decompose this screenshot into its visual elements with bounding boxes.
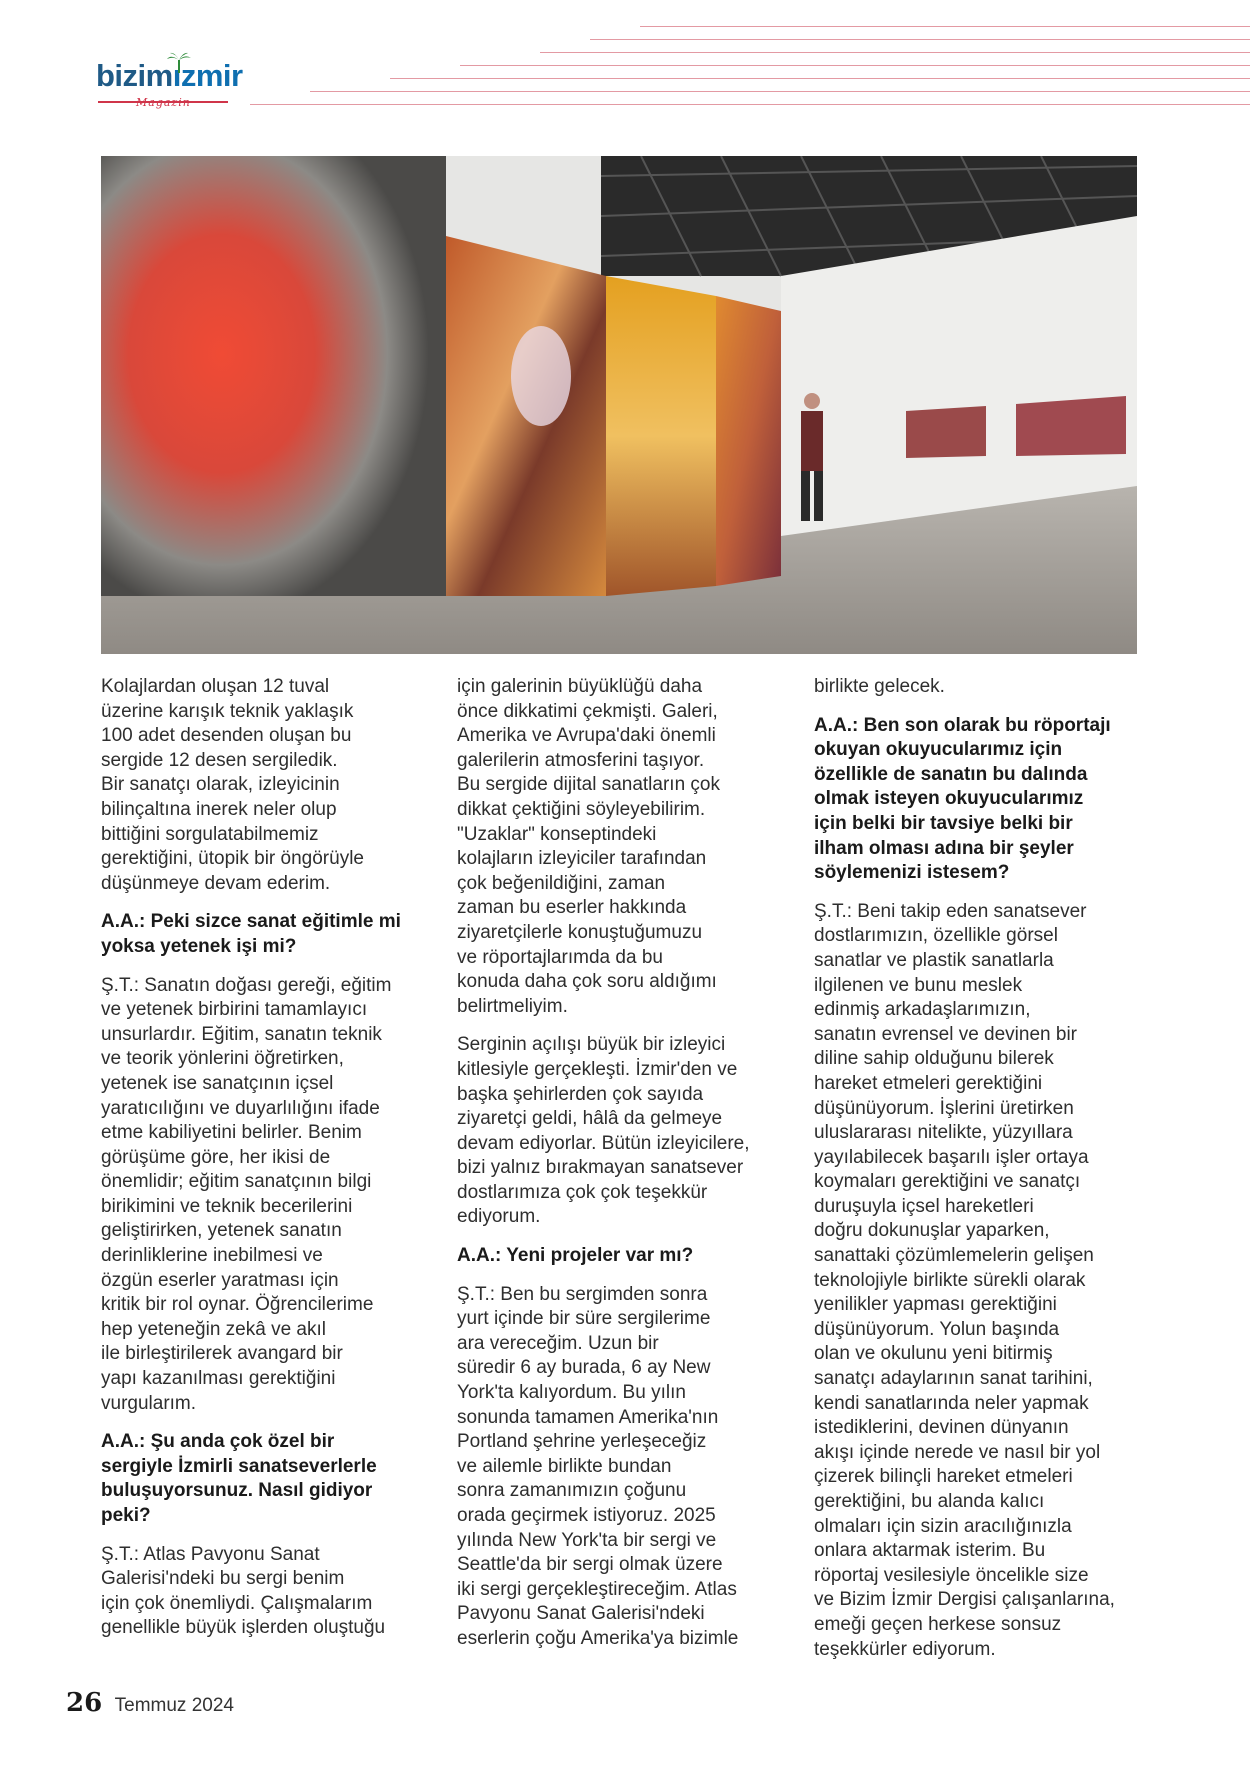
palm-tree-icon — [166, 52, 192, 74]
text-line: yapı kazanılması gerektiğini — [101, 1368, 336, 1390]
text-line: sonra zamanımızın çoğunu — [457, 1480, 687, 1502]
article-column-1 — [101, 675, 431, 1655]
text-line: etme kabiliyetini belirler. Benim — [101, 1122, 362, 1144]
text-line: Ş.T.: Beni takip eden sanatsever — [814, 900, 1087, 922]
text-line: bittiğini sorgulatabilmemiz — [101, 823, 319, 845]
header-decor-line — [640, 26, 1250, 27]
text-line: yetenek ise sanatçının içsel — [101, 1072, 334, 1094]
text-line: York'ta kalıyordum. Bu yılın — [457, 1382, 686, 1404]
text-line: sanatçı adaylarının sanat tarihini, — [814, 1368, 1093, 1390]
text-line: derinliklerine inebilmesi ve — [101, 1245, 323, 1267]
text-line: hep yeteneğin zekâ ve akıl — [101, 1318, 326, 1340]
text-line: Galerisi'ndeki bu sergi benim — [101, 1568, 345, 1590]
text-line: ara vereceğim. Uzun bir — [457, 1332, 659, 1354]
text-line: emeği geçen herkese sonsuz — [814, 1613, 1062, 1635]
article-paragraph — [101, 1543, 431, 1641]
logo-word-bizim: bizim — [96, 58, 173, 93]
text-line: olan ve okulunu yeni bitirmiş — [814, 1343, 1053, 1365]
text-line: dikkat çektiğini söyleyebilirim. — [457, 798, 706, 820]
text-line: sanatın evrensel ve devinen bir — [814, 1023, 1077, 1045]
logo-i-letter: ı — [172, 58, 181, 93]
issue-date: Temmuz 2024 — [114, 1695, 234, 1716]
text-line: teknolojiyle birlikte sürekli olarak — [814, 1269, 1086, 1291]
article-paragraph — [814, 675, 1144, 700]
article-paragraph — [814, 900, 1144, 1662]
text-line: çizerek bilinçli hareket etmeleri — [814, 1466, 1073, 1488]
text-line: başka şehirlerden çok sayıda — [457, 1083, 704, 1105]
text-line: okuyan okuyucularımız için — [814, 739, 1063, 761]
text-line: için belki bir tavsiye belki bir — [814, 812, 1073, 834]
text-line: kolajların izleyiciler tarafından — [457, 848, 707, 870]
text-line: söylemenizi istesem? — [814, 862, 1010, 884]
interview-question — [101, 910, 431, 959]
text-line: galerilerin atmosferini taşıyor. — [457, 749, 705, 771]
text-line: kritik bir rol oynar. Öğrencilerime — [101, 1294, 374, 1316]
gallery-photo — [101, 156, 1137, 654]
text-line: olmak isteyen okuyucularımız — [814, 788, 1084, 810]
text-line: 100 adet desenden oluşan bu — [101, 725, 352, 747]
article-paragraph — [457, 1033, 787, 1230]
page-footer — [66, 1688, 234, 1718]
text-line: önce dikkatimi çekmişti. Galeri, — [457, 700, 718, 722]
text-line: peki? — [101, 1505, 151, 1526]
text-line: teşekkürler ediyorum. — [814, 1638, 996, 1660]
text-line: ve röportajlarımda da bu — [457, 946, 663, 968]
text-line: Amerika ve Avrupa'daki önemli — [457, 725, 716, 747]
text-line: ilham olması adına bir şeyler — [814, 837, 1074, 859]
text-line: üzerine karışık teknik yaklaşık — [101, 700, 354, 722]
interview-question — [457, 1244, 787, 1269]
text-line: yılında New York'ta bir sergi ve — [457, 1529, 717, 1551]
text-line: Serginin açılışı büyük bir izleyici — [457, 1034, 726, 1056]
text-line: sanatlar ve plastik sanatlarla — [814, 949, 1054, 971]
text-line: düşünmeye devam ederim. — [101, 872, 331, 894]
text-line: ilgilenen ve bunu meslek — [814, 974, 1023, 996]
text-line: yoksa yetenek işi mi? — [101, 935, 297, 957]
interview-question — [814, 714, 1144, 886]
text-line: ve yetenek birbirini tamamlayıcı — [101, 999, 368, 1021]
interview-question — [101, 1430, 431, 1528]
text-line: koymaları gerektiğini ve sanatçı — [814, 1171, 1081, 1193]
text-line: kendi sanatlarında neler yapmak — [814, 1392, 1089, 1414]
text-line: için galerinin büyüklüğü daha — [457, 676, 703, 697]
article-paragraph — [457, 1283, 787, 1652]
text-line: kitlesiyle gerçekleşti. İzmir'den ve — [457, 1058, 738, 1080]
text-line: özellikle de sanatın bu dalında — [814, 763, 1088, 785]
text-line: doğru dokunuşlar yaparken, — [814, 1220, 1050, 1242]
text-line: bizi yalnız bırakmayan sanatsever — [457, 1157, 744, 1179]
header-decor-line — [460, 65, 1250, 66]
text-line: A.A.: Peki sizce sanat eğitimle mi — [101, 911, 401, 933]
logo-word-izmir: zmir — [180, 58, 243, 93]
text-line: birlikte gelecek. — [814, 676, 945, 697]
text-line: edinmiş arkadaşlarımızın, — [814, 999, 1031, 1021]
text-line: A.A.: Yeni projeler var mı? — [457, 1245, 694, 1267]
text-line: buluşuyorsunuz. Nasıl gidiyor — [101, 1480, 373, 1502]
header-decor-line — [310, 91, 1250, 92]
text-line: Pavyonu Sanat Galerisi'ndeki — [457, 1603, 705, 1625]
text-line: uluslararası nitelikte, yüzyıllara — [814, 1122, 1073, 1144]
article-column-2 — [457, 675, 787, 1666]
text-line: sanattaki çözümlemelerin gelişen — [814, 1245, 1094, 1267]
text-line: ve Bizim İzmir Dergisi çalışanlarına, — [814, 1589, 1115, 1611]
text-line: zaman bu eserler hakkında — [457, 897, 687, 919]
text-line: dostlarımıza çok çok teşekkür — [457, 1181, 708, 1203]
text-line: yurt içinde bir süre sergilerime — [457, 1308, 711, 1330]
text-line: belirtmeliyim. — [457, 995, 568, 1017]
text-line: bilinçaltına inerek neler olup — [101, 798, 337, 820]
logo-subtitle: Magazin — [136, 96, 191, 109]
text-line: Ş.T.: Ben bu sergimden sonra — [457, 1283, 708, 1305]
text-line: akışı içinde nerede ve nasıl bir yol — [814, 1441, 1101, 1463]
article-column-3 — [814, 675, 1144, 1676]
header-decor-line — [250, 104, 1250, 105]
text-line: dostlarımızın, özellikle görsel — [814, 925, 1058, 947]
text-line: gerektiğini, bu alanda kalıcı — [814, 1491, 1045, 1512]
text-line: iki sergi gerçekleştireceğim. Atlas — [457, 1578, 737, 1600]
header-decor-line — [540, 52, 1250, 53]
text-line: Seattle'da bir sergi olmak üzere — [457, 1554, 723, 1576]
text-line: sergiyle İzmirli sanatseverlerle — [101, 1455, 377, 1477]
text-line: duruşuyla içsel hareketleri — [814, 1195, 1034, 1217]
text-line: A.A.: Ben son olarak bu röportajı — [814, 714, 1111, 736]
text-line: Portland şehrine yerleşeceğiz — [457, 1431, 707, 1453]
text-line: yenilikler yapması gerektiğini — [814, 1294, 1057, 1316]
text-line: ediyorum. — [457, 1206, 541, 1228]
text-line: olmaları için sizin aracılığınızla — [814, 1515, 1072, 1537]
text-line: orada geçirmek istiyoruz. 2025 — [457, 1505, 716, 1526]
article-paragraph — [101, 675, 431, 896]
text-line: onlara aktarmak isterim. Bu — [814, 1540, 1046, 1562]
text-line: önemlidir; eğitim sanatçının bilgi — [101, 1171, 372, 1193]
text-line: genellikle büyük işlerden oluştuğu — [101, 1617, 386, 1639]
header-decor-line — [590, 39, 1250, 40]
text-line: Bir sanatçı olarak, izleyicinin — [101, 774, 340, 796]
text-line: çok beğenildiğini, zaman — [457, 872, 666, 894]
text-line: süredir 6 ay burada, 6 ay New — [457, 1357, 711, 1379]
text-line: için çok önemliydi. Çalışmalarım — [101, 1592, 373, 1614]
text-line: görüşüme göre, her ikisi de — [101, 1146, 331, 1168]
text-line: ziyaretçilerle konuştuğumuzu — [457, 921, 703, 943]
text-line: eserlerin çoğu Amerika'ya bizimle — [457, 1627, 739, 1649]
text-line: Ş.T.: Atlas Pavyonu Sanat — [101, 1543, 320, 1565]
text-line: Kolajlardan oluşan 12 tuval — [101, 676, 330, 697]
text-line: konuda daha çok soru aldığımı — [457, 971, 717, 993]
header-decor-line — [390, 78, 1250, 79]
text-line: geliştirirken, yetenek sanatın — [101, 1220, 342, 1242]
text-line: özgün eserler yaratması için — [101, 1269, 339, 1291]
text-line: devam ediyorlar. Bütün izleyicilere, — [457, 1132, 750, 1154]
text-line: düşünüyorum. İşlerini üretirken — [814, 1097, 1074, 1119]
text-line: birikimini ve teknik becerilerini — [101, 1195, 353, 1217]
text-line: diline sahip olduğunu bilerek — [814, 1048, 1054, 1070]
article-paragraph — [457, 675, 787, 1019]
text-line: sonunda tamamen Amerika'nın — [457, 1406, 719, 1428]
article-paragraph — [101, 974, 431, 1417]
text-line: Bu sergide dijital sanatların çok — [457, 774, 720, 796]
text-line: vurgularım. — [101, 1392, 197, 1414]
text-line: ve teorik yönlerini öğretirken, — [101, 1048, 344, 1070]
text-line: ve ailemle birlikte bundan — [457, 1455, 672, 1477]
text-line: "Uzaklar" konseptindeki — [457, 823, 657, 845]
text-line: Ş.T.: Sanatın doğası gereği, eğitim — [101, 974, 392, 996]
text-line: yaratıcılığını ve duyarlılığını ifade — [101, 1097, 380, 1119]
text-line: unsurlardır. Eğitim, sanatın teknik — [101, 1023, 382, 1045]
text-line: sergide 12 desen sergiledik. — [101, 749, 338, 771]
text-line: ziyaretçi geldi, hâlâ da gelmeye — [457, 1108, 723, 1130]
text-line: A.A.: Şu anda çok özel bir — [101, 1431, 335, 1453]
text-line: düşünüyorum. Yolun başında — [814, 1318, 1060, 1340]
text-line: yayılabilecek başarılı işler ortaya — [814, 1146, 1089, 1168]
page-number: 26 — [66, 1688, 103, 1718]
text-line: röportaj vesilesiyle öncelikle size — [814, 1564, 1089, 1586]
text-line: hareket etmeleri gerektiğini — [814, 1072, 1043, 1094]
text-line: gerektiğini, ütopik bir öngörüyle — [101, 848, 364, 870]
magazine-logo — [96, 58, 256, 114]
text-line: ile birleştirilerek avangard bir — [101, 1343, 343, 1365]
text-line: istediklerini, devinen dünyanın — [814, 1417, 1069, 1439]
